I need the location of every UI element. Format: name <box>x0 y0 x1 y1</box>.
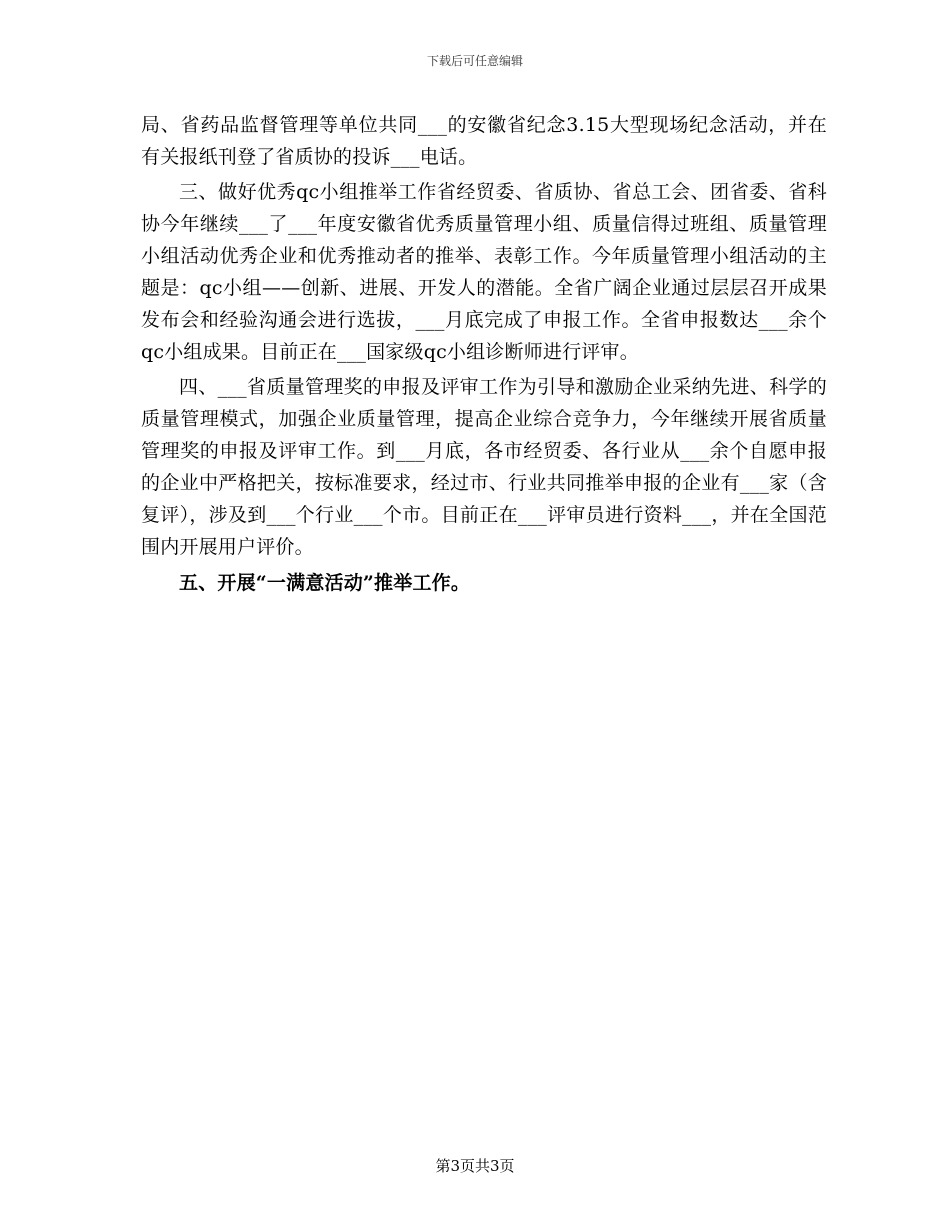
paragraph-continuation: 局、省药品监督管理等单位共同___的安徽省纪念3.15大型现场纪念活动，并在有关报纸刊登了省质协的投诉___电话。 <box>141 114 827 168</box>
page-header: 下载后可任意编辑 <box>426 54 523 68</box>
document-body <box>141 109 827 602</box>
paragraph-section-three: 三、做好优秀qc小组推举工作省经贸委、省质协、省总工会、团省委、省科协今年继续___了___年度安徽省优秀质量管理小组、质量信得过班组、质量管理小组活动优秀企业和优秀推动者的推举、表彰工作。今年质量管理小组活动的主题是：qc小组——创新、进展、开发人的潜能。全省广阔企业通过层层召开成果发布会和经验沟通会进行选拔，___月底完成了申报工作。全省申报数达___余个qc小组成果。目前正在___国家级qc小组诊断师进行评审。 <box>141 181 827 363</box>
paragraph-section-four: 四、___省质量管理奖的申报及评审工作为引导和激励企业采纳先进、科学的质量管理模式，加强企业质量管理，提高企业综合竞争力，今年继续开展省质量管理奖的申报及评审工作。到___月底，各市经贸委、各行业从___余个自愿申报的企业中严格把关，按标准要求，经过市、行业共同推举申报的企业有___家（含复评），涉及到___个行业___个市。目前正在___评审员进行资料___，并在全国范围内开展用户评价。 <box>141 376 827 558</box>
page-number-footer: 第3页共3页 <box>435 1157 515 1175</box>
section-five-heading: 五、开展“一满意活动”推举工作。 <box>179 572 471 594</box>
